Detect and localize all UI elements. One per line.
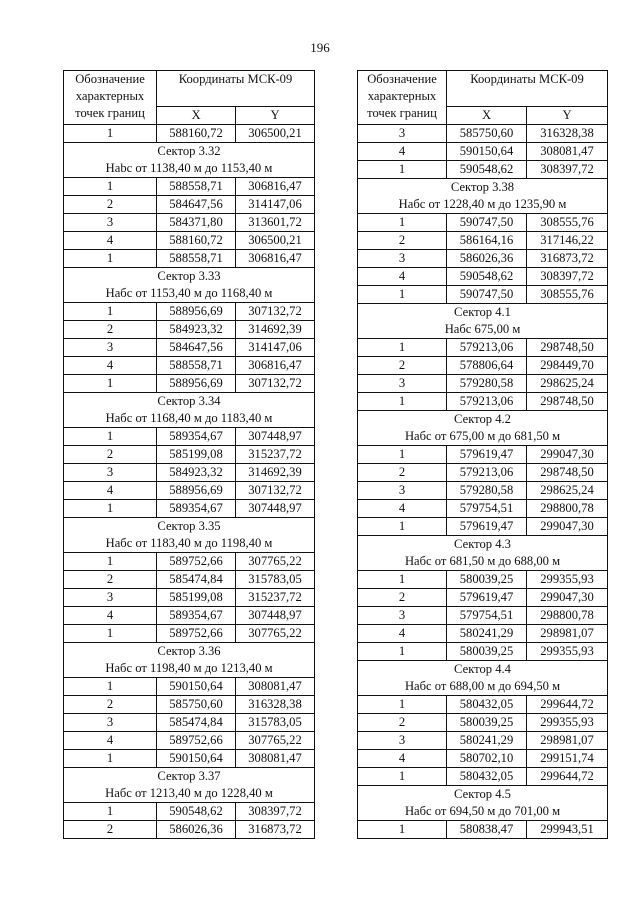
table-row (358, 571, 608, 589)
table-row (358, 589, 608, 607)
x-cell: 584647,56 (157, 196, 236, 214)
table-row (64, 125, 315, 143)
point-cell: 1 (64, 428, 157, 446)
table-body-right (358, 125, 608, 839)
table-row (64, 250, 315, 268)
table-row (64, 607, 315, 625)
y-cell: 307765,22 (236, 625, 315, 643)
point-cell: 1 (358, 339, 447, 357)
x-cell: 590548,62 (447, 161, 527, 179)
table-row (64, 821, 315, 839)
y-cell: 299047,30 (527, 446, 608, 464)
point-cell: 2 (358, 464, 447, 482)
sector-range: Набс от 675,00 м до 681,50 м (358, 428, 608, 446)
y-cell: 316328,38 (527, 125, 608, 143)
sector-title: Сектор 4.2 (358, 411, 608, 429)
y-cell: 315237,72 (236, 446, 315, 464)
table-row (64, 375, 315, 393)
sector-range-row (64, 410, 315, 428)
x-cell: 580039,25 (447, 571, 527, 589)
y-cell: 306500,21 (236, 125, 315, 143)
sector-range: Набс от 1153,40 м до 1168,40 м (64, 285, 315, 303)
x-cell: 579213,06 (447, 464, 527, 482)
sector-title-row (64, 518, 315, 536)
sector-range-row (64, 160, 315, 178)
x-cell: 580039,25 (447, 714, 527, 732)
x-cell: 579754,51 (447, 607, 527, 625)
y-cell: 299355,93 (527, 571, 608, 589)
table-row (64, 553, 315, 571)
table-row (358, 500, 608, 518)
table-row (64, 589, 315, 607)
table-row (64, 571, 315, 589)
point-cell: 1 (64, 178, 157, 196)
y-cell: 298748,50 (527, 339, 608, 357)
y-cell: 315783,05 (236, 571, 315, 589)
table-row (64, 428, 315, 446)
sector-title: Сектор 3.38 (358, 179, 608, 197)
sector-title-row (64, 768, 315, 786)
x-cell: 590548,62 (447, 268, 527, 286)
x-cell: 588956,69 (157, 375, 236, 393)
point-cell: 1 (358, 161, 447, 179)
point-cell: 1 (64, 125, 157, 143)
y-cell: 315237,72 (236, 589, 315, 607)
sector-title-row (358, 786, 608, 804)
point-cell: 3 (358, 375, 447, 393)
x-cell: 579754,51 (447, 500, 527, 518)
point-cell: 3 (358, 482, 447, 500)
y-cell: 307765,22 (236, 553, 315, 571)
table-row (358, 464, 608, 482)
y-cell: 299047,30 (527, 518, 608, 536)
y-cell: 308081,47 (527, 143, 608, 161)
sector-title-row (358, 179, 608, 197)
y-cell: 308081,47 (236, 750, 315, 768)
y-cell: 314147,06 (236, 339, 315, 357)
point-cell: 4 (358, 268, 447, 286)
sector-title: Сектор 3.34 (64, 393, 315, 411)
x-cell: 578806,64 (447, 357, 527, 375)
sector-range-row (358, 553, 608, 571)
y-cell: 307132,72 (236, 303, 315, 321)
point-cell: 3 (358, 125, 447, 143)
x-cell: 579619,47 (447, 446, 527, 464)
sector-range: Набс от 1198,40 м до 1213,40 м (64, 660, 315, 678)
table-row (64, 625, 315, 643)
point-cell: 1 (64, 553, 157, 571)
table-row (64, 714, 315, 732)
x-cell: 590548,62 (157, 803, 236, 821)
y-cell: 307132,72 (236, 375, 315, 393)
x-cell: 589752,66 (157, 625, 236, 643)
y-cell: 306816,47 (236, 357, 315, 375)
x-cell: 586026,36 (447, 250, 527, 268)
point-cell: 1 (64, 803, 157, 821)
point-cell: 1 (64, 500, 157, 518)
sector-range: Набс от 1183,40 м до 1198,40 м (64, 535, 315, 553)
header-x: X (447, 107, 527, 125)
sector-title: Сектор 3.33 (64, 268, 315, 286)
point-cell: 4 (358, 500, 447, 518)
x-cell: 579280,58 (447, 482, 527, 500)
x-cell: 584371,80 (157, 214, 236, 232)
y-cell: 298625,24 (527, 375, 608, 393)
table-row (358, 821, 608, 839)
y-cell: 308397,72 (527, 268, 608, 286)
sector-title-row (358, 536, 608, 554)
y-cell: 316873,72 (236, 821, 315, 839)
y-cell: 308397,72 (236, 803, 315, 821)
x-cell: 586164,16 (447, 232, 527, 250)
y-cell: 308081,47 (236, 678, 315, 696)
y-cell: 298625,24 (527, 482, 608, 500)
sector-title-row (358, 661, 608, 679)
y-cell: 299355,93 (527, 714, 608, 732)
x-cell: 585750,60 (157, 696, 236, 714)
sector-title-row (358, 411, 608, 429)
y-cell: 298981,07 (527, 625, 608, 643)
x-cell: 589752,66 (157, 553, 236, 571)
x-cell: 588558,71 (157, 178, 236, 196)
y-cell: 299644,72 (527, 696, 608, 714)
x-cell: 589752,66 (157, 732, 236, 750)
y-cell: 313601,72 (236, 214, 315, 232)
x-cell: 580838,47 (447, 821, 527, 839)
y-cell: 316328,38 (236, 696, 315, 714)
x-cell: 590747,50 (447, 286, 527, 304)
header-coordinates: Координаты МСК-09 (447, 71, 608, 107)
table-row (358, 232, 608, 250)
sector-range-row (64, 285, 315, 303)
point-cell: 1 (358, 696, 447, 714)
point-cell: 2 (358, 232, 447, 250)
table-row (64, 214, 315, 232)
point-cell: 1 (358, 446, 447, 464)
sector-range-row (358, 803, 608, 821)
table-row (358, 446, 608, 464)
table-row (358, 375, 608, 393)
x-cell: 585474,84 (157, 714, 236, 732)
sector-title: Сектор 4.5 (358, 786, 608, 804)
y-cell: 298449,70 (527, 357, 608, 375)
point-cell: 1 (64, 250, 157, 268)
table-row (358, 482, 608, 500)
table-body-left (64, 125, 315, 839)
x-cell: 580039,25 (447, 643, 527, 661)
x-cell: 579213,06 (447, 393, 527, 411)
x-cell: 589354,67 (157, 500, 236, 518)
y-cell: 315783,05 (236, 714, 315, 732)
y-cell: 298981,07 (527, 732, 608, 750)
sector-title: Сектор 4.3 (358, 536, 608, 554)
sector-range: Набс от 694,50 м до 701,00 м (358, 803, 608, 821)
table-row (64, 500, 315, 518)
y-cell: 307448,97 (236, 500, 315, 518)
table-row (64, 178, 315, 196)
coordinates-table-left (63, 70, 315, 839)
y-cell: 307132,72 (236, 482, 315, 500)
point-cell: 1 (64, 678, 157, 696)
x-cell: 580241,29 (447, 625, 527, 643)
sector-title-row (64, 268, 315, 286)
x-cell: 584647,56 (157, 339, 236, 357)
point-cell: 2 (358, 357, 447, 375)
point-cell: 4 (64, 232, 157, 250)
x-cell: 579619,47 (447, 518, 527, 536)
table-row (64, 232, 315, 250)
header-coordinates: Координаты МСК-09 (157, 71, 315, 107)
y-cell: 317146,22 (527, 232, 608, 250)
x-cell: 589354,67 (157, 428, 236, 446)
table-row (64, 196, 315, 214)
point-cell: 4 (358, 143, 447, 161)
table-row (64, 357, 315, 375)
point-cell: 1 (358, 643, 447, 661)
sector-title: Сектор 3.32 (64, 143, 315, 161)
y-cell: 306500,21 (236, 232, 315, 250)
point-cell: 1 (358, 571, 447, 589)
x-cell: 588558,71 (157, 357, 236, 375)
table-row (358, 607, 608, 625)
header-x: X (157, 107, 236, 125)
x-cell: 584923,32 (157, 464, 236, 482)
point-cell: 1 (358, 286, 447, 304)
y-cell: 298748,50 (527, 393, 608, 411)
point-cell: 2 (358, 714, 447, 732)
table-row (64, 303, 315, 321)
point-cell: 1 (358, 518, 447, 536)
y-cell: 314147,06 (236, 196, 315, 214)
sector-range-row (64, 660, 315, 678)
y-cell: 314692,39 (236, 321, 315, 339)
x-cell: 579280,58 (447, 375, 527, 393)
sector-range-row (358, 196, 608, 214)
sector-range: Набс от 1213,40 м до 1228,40 м (64, 785, 315, 803)
point-cell: 2 (64, 696, 157, 714)
y-cell: 299151,74 (527, 750, 608, 768)
x-cell: 584923,32 (157, 321, 236, 339)
table-row (358, 732, 608, 750)
point-cell: 4 (64, 607, 157, 625)
table-row (358, 696, 608, 714)
table-row (358, 393, 608, 411)
x-cell: 580432,05 (447, 696, 527, 714)
x-cell: 579619,47 (447, 589, 527, 607)
point-cell: 3 (64, 339, 157, 357)
table-row (358, 750, 608, 768)
sector-range: Набс от 1168,40 м до 1183,40 м (64, 410, 315, 428)
sector-range-row (358, 321, 608, 339)
point-cell: 3 (64, 589, 157, 607)
table-row (64, 446, 315, 464)
y-cell: 308555,76 (527, 214, 608, 232)
table-row (358, 161, 608, 179)
table-row (64, 750, 315, 768)
sector-title-row (358, 304, 608, 322)
table-row (358, 125, 608, 143)
table-row (64, 696, 315, 714)
x-cell: 589354,67 (157, 607, 236, 625)
sector-range: Набс от 688,00 м до 694,50 м (358, 678, 608, 696)
table-row (64, 321, 315, 339)
point-cell: 3 (358, 250, 447, 268)
y-cell: 306816,47 (236, 178, 315, 196)
y-cell: 298800,78 (527, 607, 608, 625)
x-cell: 588956,69 (157, 303, 236, 321)
point-cell: 2 (358, 589, 447, 607)
y-cell: 307765,22 (236, 732, 315, 750)
x-cell: 580702,10 (447, 750, 527, 768)
x-cell: 588160,72 (157, 232, 236, 250)
table-row (358, 518, 608, 536)
header-designation: Обозначение характерных точек границ (358, 71, 447, 125)
x-cell: 586026,36 (157, 821, 236, 839)
y-cell: 307448,97 (236, 607, 315, 625)
y-cell: 316873,72 (527, 250, 608, 268)
page-number: 196 (310, 40, 330, 55)
sector-title: Сектор 3.35 (64, 518, 315, 536)
sector-title-row (64, 643, 315, 661)
x-cell: 585199,08 (157, 589, 236, 607)
point-cell: 3 (64, 464, 157, 482)
point-cell: 1 (64, 303, 157, 321)
sector-range-row (64, 785, 315, 803)
y-cell: 308555,76 (527, 286, 608, 304)
point-cell: 2 (64, 571, 157, 589)
point-cell: 2 (64, 821, 157, 839)
point-cell: 3 (64, 214, 157, 232)
point-cell: 1 (64, 625, 157, 643)
table-row (64, 732, 315, 750)
table-row (358, 714, 608, 732)
table-row (64, 482, 315, 500)
point-cell: 1 (358, 821, 447, 839)
sector-range: Набс от 1228,40 м до 1235,90 м (358, 196, 608, 214)
point-cell: 1 (64, 375, 157, 393)
table-row (358, 625, 608, 643)
x-cell: 585750,60 (447, 125, 527, 143)
y-cell: 299355,93 (527, 643, 608, 661)
point-cell: 1 (64, 750, 157, 768)
y-cell: 306816,47 (236, 250, 315, 268)
coordinates-table-right (357, 70, 608, 839)
point-cell: 1 (358, 768, 447, 786)
x-cell: 590150,64 (157, 678, 236, 696)
x-cell: 590150,64 (157, 750, 236, 768)
point-cell: 1 (358, 393, 447, 411)
table-row (358, 143, 608, 161)
point-cell: 4 (64, 732, 157, 750)
table-row (358, 643, 608, 661)
point-cell: 3 (358, 607, 447, 625)
header-designation: Обозначение характерных точек границ (64, 71, 157, 125)
point-cell: 3 (358, 732, 447, 750)
table-row (358, 357, 608, 375)
y-cell: 299943,51 (527, 821, 608, 839)
sector-range: Набс 675,00 м (358, 321, 608, 339)
point-cell: 3 (64, 714, 157, 732)
table-row (64, 339, 315, 357)
sector-range-row (358, 678, 608, 696)
point-cell: 1 (358, 214, 447, 232)
y-cell: 308397,72 (527, 161, 608, 179)
y-cell: 298748,50 (527, 464, 608, 482)
table-row (358, 268, 608, 286)
y-cell: 307448,97 (236, 428, 315, 446)
table-row (64, 803, 315, 821)
x-cell: 588558,71 (157, 250, 236, 268)
header-y: Y (527, 107, 608, 125)
sector-title-row (64, 393, 315, 411)
table-row (358, 768, 608, 786)
point-cell: 2 (64, 196, 157, 214)
table-row (64, 464, 315, 482)
point-cell: 2 (64, 446, 157, 464)
sector-range-row (64, 535, 315, 553)
point-cell: 4 (64, 357, 157, 375)
table-row (64, 678, 315, 696)
table-row (358, 286, 608, 304)
point-cell: 4 (358, 625, 447, 643)
point-cell: 4 (358, 750, 447, 768)
table-row (358, 214, 608, 232)
x-cell: 580432,05 (447, 768, 527, 786)
sector-range: Нabс от 1138,40 м до 1153,40 м (64, 160, 315, 178)
sector-title: Сектор 4.1 (358, 304, 608, 322)
table-row (358, 250, 608, 268)
x-cell: 585199,08 (157, 446, 236, 464)
x-cell: 585474,84 (157, 571, 236, 589)
y-cell: 298800,78 (527, 500, 608, 518)
header-y: Y (236, 107, 315, 125)
x-cell: 590150,64 (447, 143, 527, 161)
table-row (358, 339, 608, 357)
sector-title: Сектор 3.36 (64, 643, 315, 661)
sector-title: Сектор 3.37 (64, 768, 315, 786)
sector-title: Сектор 4.4 (358, 661, 608, 679)
sector-range: Набс от 681,50 м до 688,00 м (358, 553, 608, 571)
y-cell: 299047,30 (527, 589, 608, 607)
sector-range-row (358, 428, 608, 446)
x-cell: 588160,72 (157, 125, 236, 143)
x-cell: 580241,29 (447, 732, 527, 750)
y-cell: 299644,72 (527, 768, 608, 786)
x-cell: 590747,50 (447, 214, 527, 232)
point-cell: 2 (64, 321, 157, 339)
x-cell: 588956,69 (157, 482, 236, 500)
x-cell: 579213,06 (447, 339, 527, 357)
sector-title-row (64, 143, 315, 161)
point-cell: 4 (64, 482, 157, 500)
y-cell: 314692,39 (236, 464, 315, 482)
